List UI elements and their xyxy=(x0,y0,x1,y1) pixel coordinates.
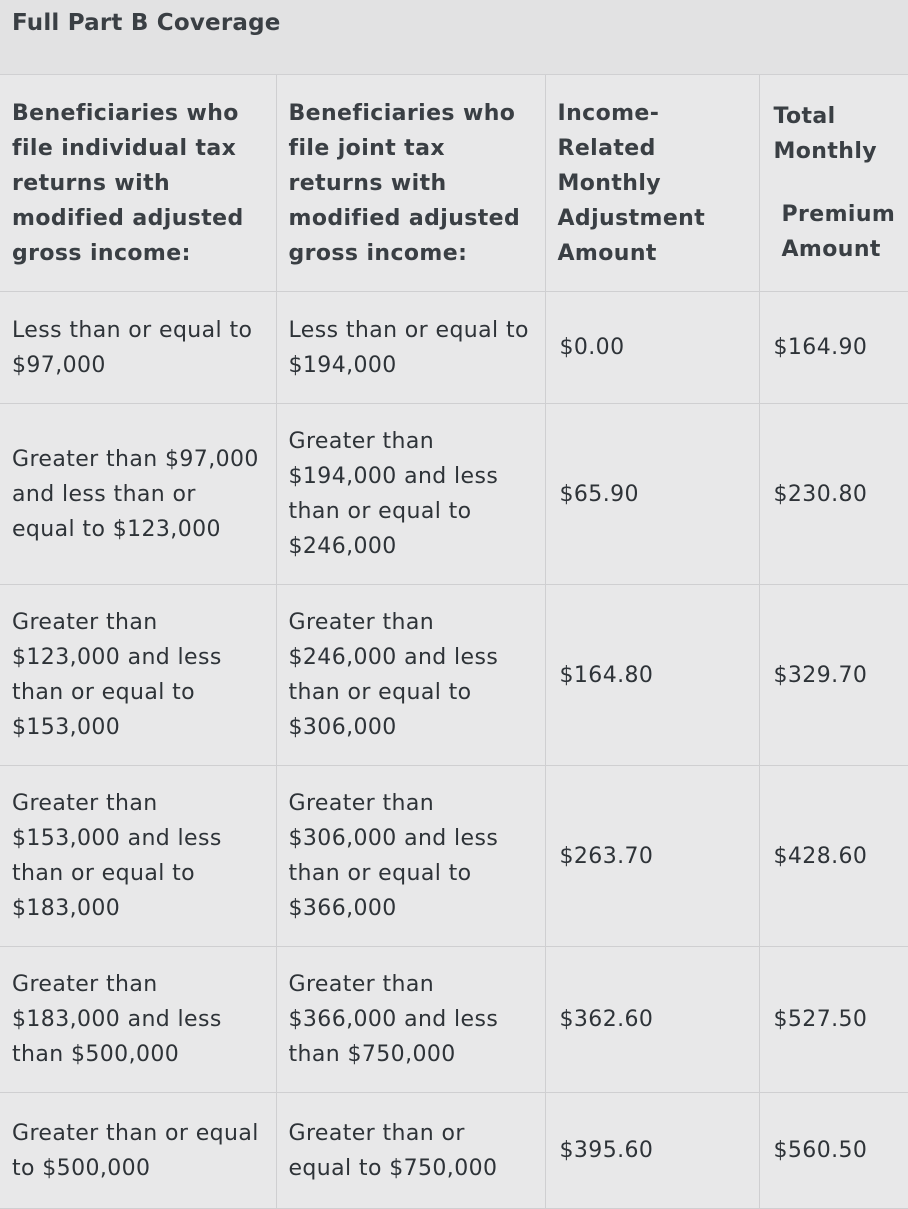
header-total-line2: Premium Amount xyxy=(781,202,896,262)
header-total-line1: Total Monthly xyxy=(773,104,878,164)
cell-individual: Greater than $183,000 and less than $500,000 xyxy=(0,947,276,1093)
header-individual: Beneficiaries who file individual tax returns with modified adjusted gross income: xyxy=(0,75,276,292)
table-row xyxy=(0,1093,908,1209)
cell-joint: Greater than or equal to $750,000 xyxy=(276,1093,545,1209)
cell-total: $329.70 xyxy=(759,585,908,766)
cell-irmaa: $263.70 xyxy=(545,766,759,947)
cell-irmaa: $362.60 xyxy=(545,947,759,1093)
table-title: Full Part B Coverage xyxy=(12,10,281,36)
cell-total: $527.50 xyxy=(759,947,908,1093)
cell-joint: Greater than $306,000 and less than or equal to $366,000 xyxy=(276,766,545,947)
cell-total: $428.60 xyxy=(759,766,908,947)
premium-table xyxy=(0,75,908,1209)
table-row xyxy=(0,585,908,766)
table-row xyxy=(0,766,908,947)
header-joint: Beneficiaries who file joint tax returns with modified adjusted gross income: xyxy=(276,75,545,292)
cell-irmaa: $164.80 xyxy=(545,585,759,766)
cell-total: $560.50 xyxy=(759,1093,908,1209)
table-row xyxy=(0,292,908,404)
cell-joint: Less than or equal to $194,000 xyxy=(276,292,545,404)
header-total xyxy=(759,75,908,292)
cell-irmaa: $0.00 xyxy=(545,292,759,404)
cell-irmaa: $395.60 xyxy=(545,1093,759,1209)
header-irmaa: Income-Related Monthly Adjustment Amount xyxy=(545,75,759,292)
cell-individual: Greater than or equal to $500,000 xyxy=(0,1093,276,1209)
title-bar xyxy=(0,0,908,75)
cell-individual: Less than or equal to $97,000 xyxy=(0,292,276,404)
table-row xyxy=(0,404,908,585)
cell-joint: Greater than $246,000 and less than or equal to $306,000 xyxy=(276,585,545,766)
cell-individual: Greater than $97,000 and less than or equal to $123,000 xyxy=(0,404,276,585)
cell-joint: Greater than $366,000 and less than $750,000 xyxy=(276,947,545,1093)
cell-individual: Greater than $153,000 and less than or equal to $183,000 xyxy=(0,766,276,947)
cell-irmaa: $65.90 xyxy=(545,404,759,585)
cell-joint: Greater than $194,000 and less than or equal to $246,000 xyxy=(276,404,545,585)
table-row xyxy=(0,947,908,1093)
cell-total: $164.90 xyxy=(759,292,908,404)
cell-total: $230.80 xyxy=(759,404,908,585)
cell-individual: Greater than $123,000 and less than or equal to $153,000 xyxy=(0,585,276,766)
header-total-gap xyxy=(774,169,899,197)
header-row xyxy=(0,75,908,292)
